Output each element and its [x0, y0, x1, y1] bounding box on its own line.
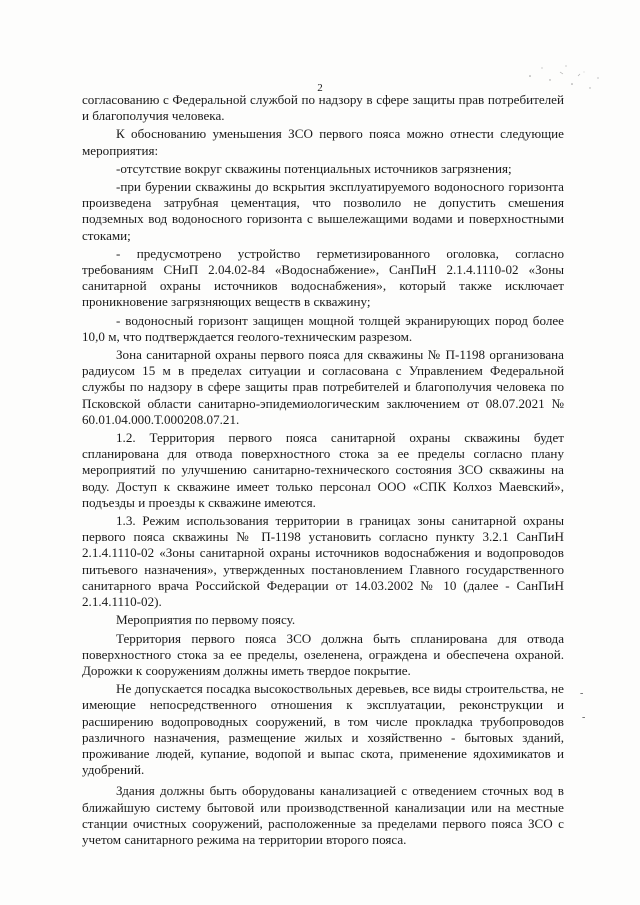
paragraph-8: 1.2. Территория первого пояса санитарной охраны скважины будет спланирована для отвода поверхностного стока за ее пределы согласно плану мероприятий по улучшению санитарно-технического состояния ЗСО скважины на воду. Доступ к скважине имеет только персонал ООО «СПК Колхоз Маевский», подъезды и проезды к скважине имеются. [82, 430, 564, 510]
paragraph-5: - предусмотрено устройство герметизированного оголовка, согласно требованиям СНиП 2.04.02-84 «Водоснабжение», СанПиН 2.1.4.1110-02 «Зоны санитарной охраны источников водоснабжения», который также исключает проникновение загрязняющих веществ в скважину; [82, 245, 564, 310]
paragraph-6: - водоносный горизонт защищен мощной толщей экранирующих пород более 10,0 м, что подтверждается геолого-техническим разрезом. [82, 312, 564, 344]
page-number: 2 [317, 82, 323, 94]
paragraph-3: -отсутствие вокруг скважины потенциальных источников загрязнения; [116, 160, 512, 176]
paragraph-7: Зона санитарной охраны первого пояса для скважины № П-1198 организована радиусом 15 м в пределах ситуации и согласована с Управлением Федеральной службы по надзору в сфере защиты прав потребителей и благополучия человека по Псковской области санитарно-эпидемиологическим заключением от 08.07.2021 № 60.01.04.000.Т.000208.07.21. [82, 347, 564, 427]
paragraph-10: Мероприятия по первому поясу. [116, 612, 296, 628]
paragraph-2: К обоснованию уменьшения ЗСО первого пояса можно отнести следующие мероприятия: [82, 126, 564, 158]
paragraph-12: Не допускается посадка высокоствольных деревьев, все виды строительства, не имеющие непосредственного отношения к эксплуатации, реконструкции и расширению водопроводных сооружений, в том числе прокладка трубопроводов различного назначения, размещение жилых и хозяйственно - бытовых зданий, проживание людей, купание, водопой и выпас скота, применение ядохимикатов и удобрений. [82, 681, 564, 778]
paragraph-9: 1.3. Режим использования территории в границах зоны санитарной охраны первого пояса скважины № П-1198 установить согласно пункту 3.2.1 СанПиН 2.1.4.1110-02 «Зоны санитарной охраны источников водоснабжения и водопроводов питьевого назначения», утвержденных постановлением Главного государственного санитарного врача Российской Федерации от 14.03.2002 № 10 (далее - СанПиН 2.1.4.1110-02). [82, 513, 564, 610]
document-body [82, 92, 564, 848]
margin-tick-mark: - [580, 688, 584, 699]
margin-tick-mark: - [582, 712, 586, 723]
paragraph-11: Территория первого пояса ЗСО должна быть спланирована для отвода поверхностного стока за ее пределы, озеленена, ограждена и обеспечена охраной. Дорожки к сооружениям должны иметь твердое покрытие. [82, 630, 564, 678]
paragraph-4: -при бурении скважины до вскрытия эксплуатируемого водоносного горизонта произведена затрубная цементация, что позволило не допустить смешения подземных вод водоносного горизонта с вышележащими водами и поверхностными стоками; [82, 179, 564, 243]
paragraph-1: согласованию с Федеральной службой по надзору в сфере защиты прав потребителей и благополучия человека. [82, 92, 564, 124]
paragraph-13: Здания должны быть оборудованы канализацией с отведением сточных вод в ближайшую систему бытовой или производственной канализации или на местные станции очистных сооружений, расположенные за пределами первого пояса ЗСО с учетом санитарного режима на территории второго пояса. [82, 783, 564, 847]
